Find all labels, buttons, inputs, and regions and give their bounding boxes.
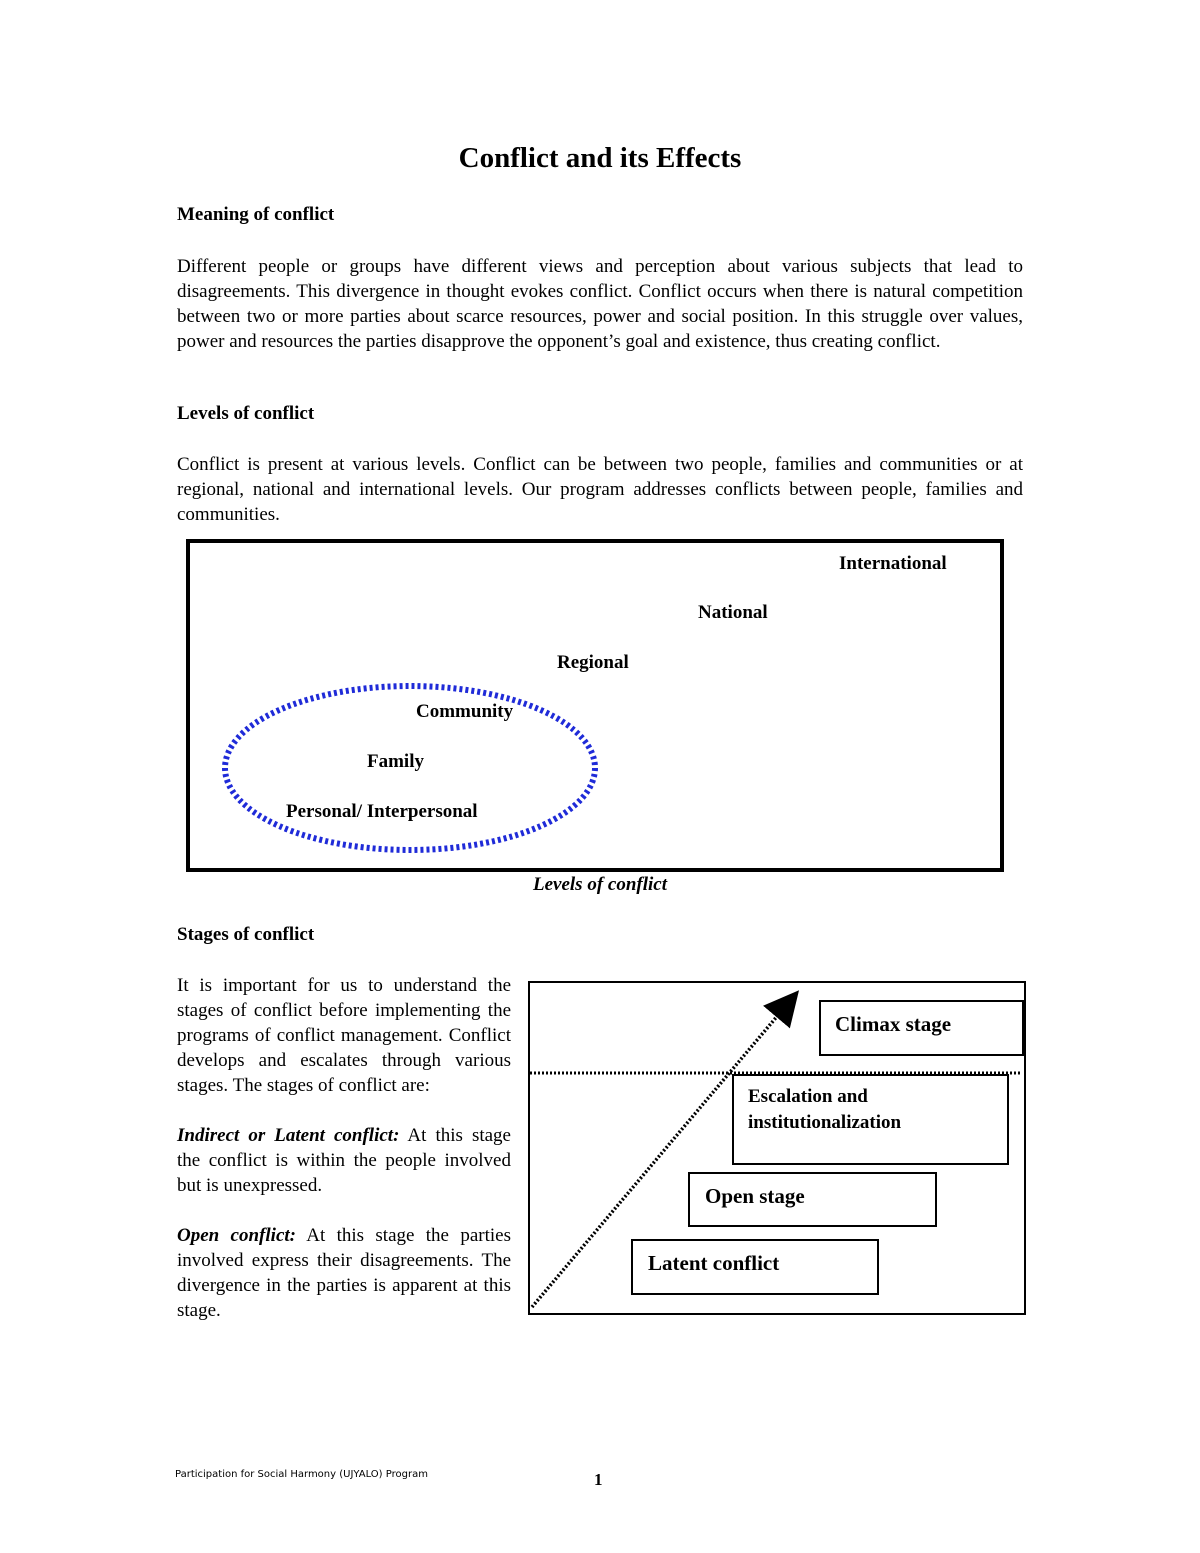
open-text: At this stage the parties involved express their disagreements. The divergence in the parties is apparent at this stage. <box>177 1225 511 1321</box>
latent-stage-label: Latent conflict <box>648 1251 780 1275</box>
level-international: International <box>839 553 947 574</box>
level-personal: Personal/ Interpersonal <box>286 801 478 822</box>
latent-term: Indirect or Latent conflict: <box>177 1125 400 1146</box>
latent-description <box>177 1123 511 1198</box>
meaning-heading: Meaning of conflict <box>177 204 335 225</box>
open-term: Open conflict: <box>177 1225 296 1246</box>
meaning-paragraph: Different people or groups have different views and perception about various subjects that lead to disagreements. This divergence in thought evokes conflict. Conflict occurs when there is natural competition between two or more parties about scarce resources, power and social position. In this struggle over values, power and resources the parties disapprove the opponent’s goal and existence, thus creating conflict. <box>177 256 1023 352</box>
level-community: Community <box>416 701 514 722</box>
open-description <box>177 1223 511 1323</box>
levels-paragraph: Conflict is present at various levels. Conflict can be between two people, families and communities or at regional, national and international levels. Our program addresses conflicts between people, families and communities. <box>177 454 1023 525</box>
escalation-stage-box <box>732 1074 1009 1165</box>
open-stage-box <box>688 1172 937 1227</box>
escalation-stage-label-1: Escalation and <box>748 1086 868 1107</box>
stages-intro: It is important for us to understand the stages of conflict before implementing the programs of conflict management. Conflict develops and escalates through various stages. The stages of conflict are: <box>177 975 511 1096</box>
level-regional: Regional <box>557 652 629 673</box>
open-stage-label: Open stage <box>705 1184 805 1208</box>
page-title: Conflict and its Effects <box>458 142 742 174</box>
escalation-stage-label-2: institutionalization <box>748 1112 902 1133</box>
level-family: Family <box>367 751 424 772</box>
climax-stage-label: Climax stage <box>835 1012 952 1036</box>
stages-text <box>177 973 511 1348</box>
level-national: National <box>698 602 768 623</box>
climax-stage-box <box>819 1000 1024 1056</box>
levels-heading: Levels of conflict <box>177 403 315 424</box>
latent-stage-box <box>631 1239 879 1295</box>
levels-caption: Levels of conflict <box>532 874 667 895</box>
stages-heading: Stages of conflict <box>177 924 315 945</box>
page-number: 1 <box>594 1470 603 1489</box>
latent-text: At this stage the conflict is within the people involved but is unexpressed. <box>177 1125 511 1196</box>
footer-program: Participation for Social Harmony (UJYALO) Program <box>175 1469 428 1480</box>
